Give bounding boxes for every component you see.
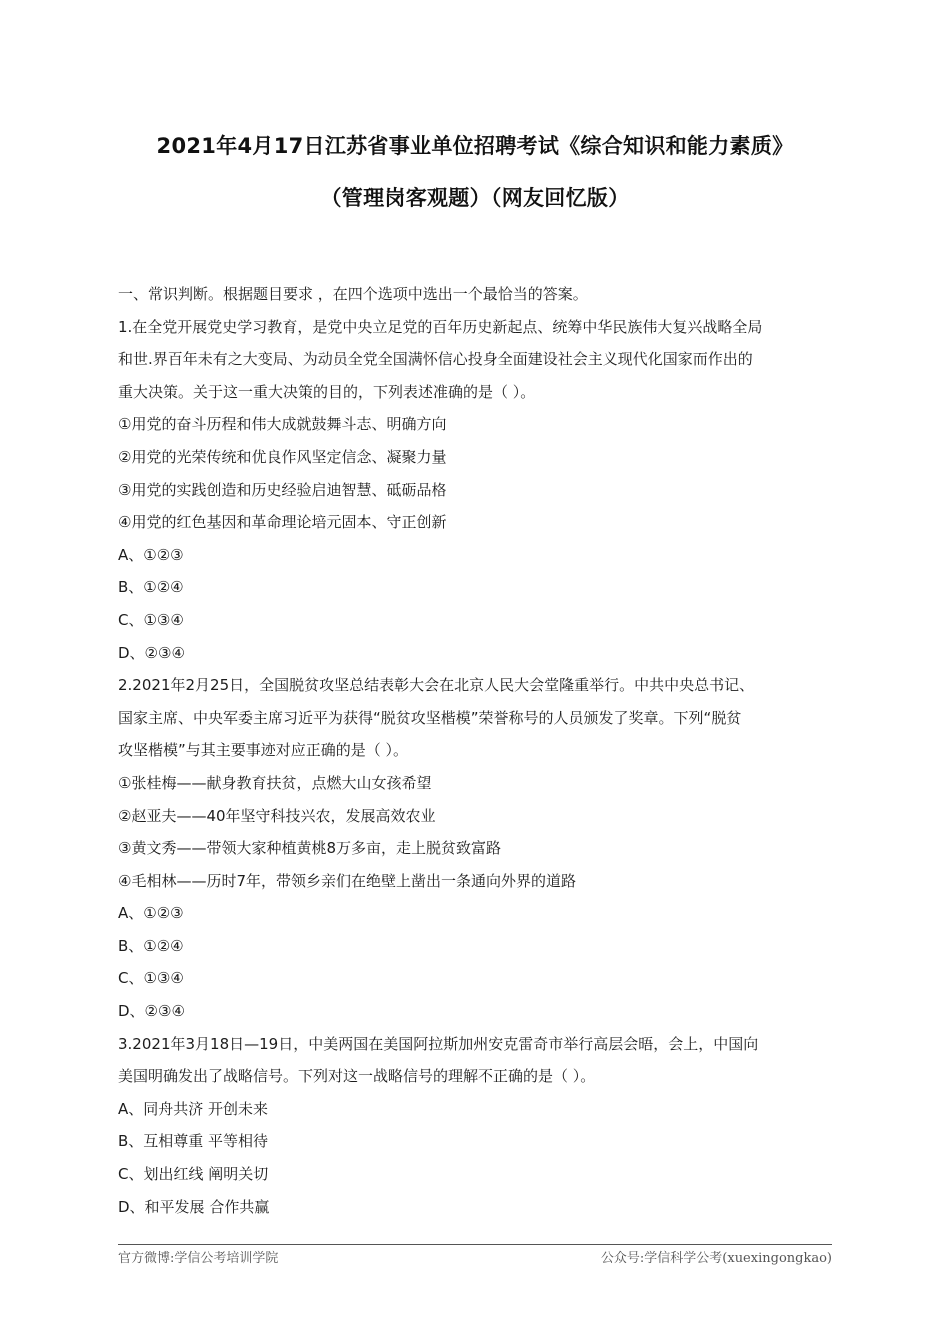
answer-option: C、①③④ [118, 610, 184, 629]
answer-option: D、②③④ [118, 643, 185, 662]
statement-item: ②赵亚夫——40年坚守科技兴农，发展高效农业 [118, 806, 436, 825]
document-title-line1: 2021年4月17日江苏省事业单位招聘考试《综合知识和能力素质》 [156, 134, 794, 158]
question-stem-line: 3.2021年3月18日—19日，中美两国在美国阿拉斯加州安克雷奇市举行高层会晤，会上，中国向 [118, 1034, 759, 1053]
answer-option: D、和平发展 合作共赢 [118, 1197, 270, 1216]
footer-wechat: 公众号:学信科学公考(xuexingongkao) [600, 1251, 832, 1266]
statement-item: ①用党的奋斗历程和伟大成就鼓舞斗志、明确方向 [118, 415, 447, 434]
answer-option: D、②③④ [118, 1002, 185, 1021]
answer-option: A、①②③ [118, 904, 184, 923]
answer-option: A、同舟共济 开创未来 [118, 1099, 269, 1118]
answer-option: B、①②④ [118, 936, 184, 955]
statement-item: ②用党的光荣传统和优良作风坚定信念、凝聚力量 [118, 447, 447, 466]
footer-weibo: 官方微博:学信公考培训学院 [118, 1251, 279, 1266]
document-title-line2: （管理岗客观题）（网友回忆版） [320, 186, 630, 210]
section-heading: 一、常识判断。根据题目要求 ，在四个选项中选出一个最恰当的答案。 [118, 285, 588, 303]
question-stem-line: 攻坚楷模”与其主要事迹对应正确的是（ ）。 [118, 741, 409, 760]
question-stem-line: 重大决策。关于这一重大决策的目的，下列表述准确的是（ ）。 [118, 382, 536, 401]
question-1 [118, 311, 838, 670]
document-body [118, 278, 838, 1223]
answer-option: A、①②③ [118, 545, 184, 564]
question-stem-line: 和世.界百年未有之大变局、为动员全党全国满怀信心投身全面建设社会主义现代化国家而作出的 [118, 350, 753, 369]
statement-item: ③黄文秀——带领大家种植黄桃8万多亩，走上脱贫致富路 [118, 839, 501, 858]
statement-item: ④毛相林——历时7年，带领乡亲们在绝壁上凿出一条通向外界的道路 [118, 871, 576, 890]
answer-option: C、①③④ [118, 969, 184, 988]
answer-option: B、互相尊重 平等相待 [118, 1132, 269, 1151]
answer-option: C、划出红线 阐明关切 [118, 1165, 269, 1184]
statement-item: ④用党的红色基因和革命理论培元固本、守正创新 [118, 513, 447, 532]
question-stem-line: 1.在全党开展党史学习教育，是党中央立足党的百年历史新起点、统筹中华民族伟大复兴战略全局 [118, 317, 763, 336]
question-stem-line: 美国明确发出了战略信号。下列对这一战略信号的理解不正确的是（ ）。 [118, 1067, 596, 1086]
question-3 [118, 1028, 838, 1224]
question-stem-line: 2.2021年2月25日，全国脱贫攻坚总结表彰大会在北京人民大会堂隆重举行。中共中央总书记、 [118, 676, 755, 695]
footer-divider [118, 1244, 832, 1245]
question-stem-line: 国家主席、中央军委主席习近平为获得“脱贫攻坚楷模”荣誉称号的人员颁发了奖章。下列“脱贫 [118, 708, 742, 727]
statement-item: ①张桂梅——献身教育扶贫，点燃大山女孩希望 [118, 773, 432, 792]
statement-item: ③用党的实践创造和历史经验启迪智慧、砥砺品格 [118, 480, 447, 499]
answer-option: B、①②④ [118, 578, 184, 597]
question-2 [118, 669, 838, 1028]
